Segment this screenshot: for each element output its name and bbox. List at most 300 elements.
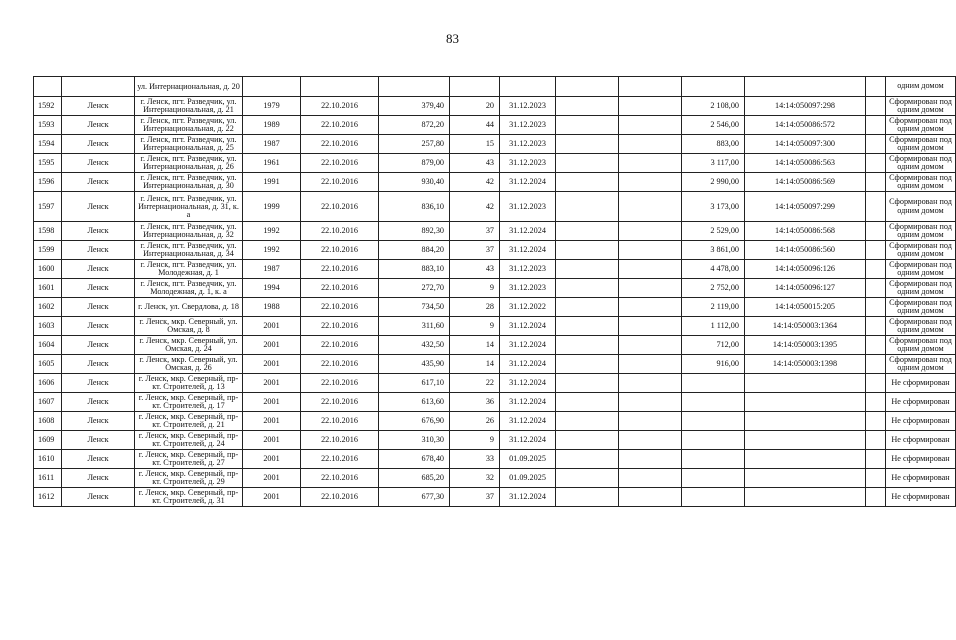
cadastral-number-cell: 14:14:050086:572 <box>745 116 866 135</box>
empty-cell <box>619 488 682 507</box>
row-number-cell: 1596 <box>34 173 62 192</box>
empty-cell <box>866 279 886 298</box>
status-cell: Сформирован под одним домом <box>886 222 956 241</box>
table-body <box>34 77 956 507</box>
area-cell: 613,60 <box>379 393 450 412</box>
empty-cell <box>866 431 886 450</box>
row-number-cell: 1606 <box>34 374 62 393</box>
city-cell: Ленск <box>62 488 135 507</box>
area-cell: 379,40 <box>379 97 450 116</box>
cadastral-number-cell: 14:14:050003:1398 <box>745 355 866 374</box>
row-number-cell: 1600 <box>34 260 62 279</box>
amount-cell: 3 861,00 <box>682 241 745 260</box>
amount-cell: 1 112,00 <box>682 317 745 336</box>
date-cell: 22.10.2016 <box>301 450 379 469</box>
status-cell: Сформирован под одним домом <box>886 336 956 355</box>
amount-cell: 916,00 <box>682 355 745 374</box>
empty-cell <box>866 192 886 222</box>
city-cell: Ленск <box>62 97 135 116</box>
empty-cell <box>619 374 682 393</box>
count-cell: 9 <box>450 279 500 298</box>
year-cell: 2001 <box>243 412 301 431</box>
row-number-cell: 1595 <box>34 154 62 173</box>
table-row <box>34 173 956 192</box>
address-cell: г. Ленск, пгт. Разведчик, ул. Интернациональная, д. 31, к. а <box>135 192 243 222</box>
table-row <box>34 135 956 154</box>
count-cell: 43 <box>450 154 500 173</box>
table-row <box>34 412 956 431</box>
count-cell: 33 <box>450 450 500 469</box>
empty-cell <box>556 431 619 450</box>
status-cell: Не сформирован <box>886 412 956 431</box>
area-cell: 892,30 <box>379 222 450 241</box>
table-row <box>34 298 956 317</box>
deadline-cell: 31.12.2022 <box>500 298 556 317</box>
area-cell: 257,80 <box>379 135 450 154</box>
row-number-cell: 1598 <box>34 222 62 241</box>
area-cell: 617,10 <box>379 374 450 393</box>
cadastral-number-cell: 14:14:050086:563 <box>745 154 866 173</box>
row-number-cell: 1592 <box>34 97 62 116</box>
deadline-cell: 31.12.2023 <box>500 192 556 222</box>
area-cell: 677,30 <box>379 488 450 507</box>
city-cell: Ленск <box>62 241 135 260</box>
area-cell: 676,90 <box>379 412 450 431</box>
table-row <box>34 355 956 374</box>
date-cell: 22.10.2016 <box>301 135 379 154</box>
area-cell: 734,50 <box>379 298 450 317</box>
address-cell: г. Ленск, пгт. Разведчик, ул. Интернациональная, д. 32 <box>135 222 243 241</box>
deadline-cell: 31.12.2023 <box>500 116 556 135</box>
row-number-cell: 1605 <box>34 355 62 374</box>
city-cell: Ленск <box>62 355 135 374</box>
cadastral-number-cell <box>745 393 866 412</box>
city-cell: Ленск <box>62 431 135 450</box>
city-cell: Ленск <box>62 374 135 393</box>
table-row <box>34 260 956 279</box>
page-number: 83 <box>446 31 459 46</box>
city-cell: Ленск <box>62 154 135 173</box>
amount-cell: 3 173,00 <box>682 192 745 222</box>
address-cell: г. Ленск, мкр. Северный, ул. Омская, д. 26 <box>135 355 243 374</box>
row-number-cell: 1608 <box>34 412 62 431</box>
table-row <box>34 154 956 173</box>
empty-cell <box>619 192 682 222</box>
empty-cell <box>866 393 886 412</box>
empty-cell <box>556 488 619 507</box>
date-cell: 22.10.2016 <box>301 431 379 450</box>
city-cell: Ленск <box>62 412 135 431</box>
address-cell: г. Ленск, мкр. Северный, пр-кт. Строителей, д. 29 <box>135 469 243 488</box>
date-cell: 22.10.2016 <box>301 488 379 507</box>
year-cell: 1992 <box>243 222 301 241</box>
empty-cell <box>619 469 682 488</box>
count-cell: 42 <box>450 192 500 222</box>
empty-cell <box>556 135 619 154</box>
amount-cell <box>682 450 745 469</box>
table-row <box>34 317 956 336</box>
count-cell: 44 <box>450 116 500 135</box>
year-cell: 1988 <box>243 298 301 317</box>
cadastral-number-cell <box>745 412 866 431</box>
empty-cell <box>866 222 886 241</box>
year-cell: 2001 <box>243 469 301 488</box>
count-cell: 14 <box>450 336 500 355</box>
empty-cell <box>866 336 886 355</box>
cadastral-number-cell: 14:14:050096:126 <box>745 260 866 279</box>
date-cell: 22.10.2016 <box>301 469 379 488</box>
city-cell: Ленск <box>62 173 135 192</box>
year-cell: 1994 <box>243 279 301 298</box>
address-cell: г. Ленск, пгт. Разведчик, ул. Интернациональная, д. 22 <box>135 116 243 135</box>
date-cell: 22.10.2016 <box>301 260 379 279</box>
year-cell: 1991 <box>243 173 301 192</box>
empty-cell <box>556 97 619 116</box>
empty-cell <box>619 450 682 469</box>
amount-cell: 712,00 <box>682 336 745 355</box>
amount-cell: 2 990,00 <box>682 173 745 192</box>
count-cell: 22 <box>450 374 500 393</box>
count-cell: 9 <box>450 317 500 336</box>
amount-cell <box>682 431 745 450</box>
cadastral-number-cell: 14:14:050097:300 <box>745 135 866 154</box>
deadline-cell: 31.12.2024 <box>500 355 556 374</box>
city-cell: Ленск <box>62 469 135 488</box>
empty-cell <box>619 412 682 431</box>
count-cell: 14 <box>450 355 500 374</box>
deadline-cell: 31.12.2024 <box>500 412 556 431</box>
cadastral-number-cell: 14:14:050086:568 <box>745 222 866 241</box>
empty-cell <box>556 173 619 192</box>
year-cell: 2001 <box>243 431 301 450</box>
count-cell: 37 <box>450 488 500 507</box>
empty-cell <box>556 116 619 135</box>
empty-cell <box>866 488 886 507</box>
amount-cell: 2 546,00 <box>682 116 745 135</box>
cadastral-number-cell: 14:14:050003:1395 <box>745 336 866 355</box>
table-row <box>34 374 956 393</box>
date-cell: 22.10.2016 <box>301 279 379 298</box>
status-cell: Сформирован под одним домом <box>886 97 956 116</box>
address-cell: г. Ленск, мкр. Северный, пр-кт. Строителей, д. 17 <box>135 393 243 412</box>
empty-cell <box>619 279 682 298</box>
deadline-cell: 01.09.2025 <box>500 450 556 469</box>
count-cell: 43 <box>450 260 500 279</box>
area-cell: 310,30 <box>379 431 450 450</box>
row-number-cell: 1603 <box>34 317 62 336</box>
year-cell: 1989 <box>243 116 301 135</box>
empty-cell <box>866 355 886 374</box>
empty-cell <box>619 393 682 412</box>
status-cell: Сформирован под одним домом <box>886 260 956 279</box>
table-row <box>34 97 956 116</box>
address-cell: г. Ленск, мкр. Северный, пр-кт. Строителей, д. 31 <box>135 488 243 507</box>
date-cell: 22.10.2016 <box>301 241 379 260</box>
area-cell: 879,00 <box>379 154 450 173</box>
area-cell: 678,40 <box>379 450 450 469</box>
date-cell: 22.10.2016 <box>301 355 379 374</box>
count-cell: 37 <box>450 222 500 241</box>
empty-cell <box>866 298 886 317</box>
area-cell: 685,20 <box>379 469 450 488</box>
empty-cell <box>556 374 619 393</box>
year-cell: 2001 <box>243 336 301 355</box>
amount-cell: 883,00 <box>682 135 745 154</box>
amount-cell: 4 478,00 <box>682 260 745 279</box>
address-cell: ул. Интернациональная, д. 20 <box>135 77 243 97</box>
area-cell: 930,40 <box>379 173 450 192</box>
deadline-cell: 31.12.2023 <box>500 97 556 116</box>
status-cell: Сформирован под одним домом <box>886 298 956 317</box>
year-cell: 2001 <box>243 374 301 393</box>
cadastral-number-cell: 14:14:050003:1364 <box>745 317 866 336</box>
amount-cell: 2 119,00 <box>682 298 745 317</box>
empty-cell <box>866 374 886 393</box>
deadline-cell: 31.12.2024 <box>500 336 556 355</box>
row-number-cell: 1611 <box>34 469 62 488</box>
empty-cell <box>556 260 619 279</box>
amount-cell: 2 529,00 <box>682 222 745 241</box>
cadastral-number-cell <box>745 488 866 507</box>
area-cell: 272,70 <box>379 279 450 298</box>
empty-cell <box>556 393 619 412</box>
empty-cell <box>556 355 619 374</box>
deadline-cell: 01.09.2025 <box>500 469 556 488</box>
amount-cell <box>682 412 745 431</box>
empty-cell <box>866 317 886 336</box>
empty-cell <box>866 412 886 431</box>
empty-cell <box>619 355 682 374</box>
row-number-cell: 1599 <box>34 241 62 260</box>
housing-registry-table <box>33 76 956 507</box>
city-cell: Ленск <box>62 317 135 336</box>
count-cell: 9 <box>450 431 500 450</box>
empty-cell <box>556 222 619 241</box>
address-cell: г. Ленск, мкр. Северный, ул. Омская, д. 24 <box>135 336 243 355</box>
deadline-cell: 31.12.2024 <box>500 241 556 260</box>
city-cell: Ленск <box>62 298 135 317</box>
cadastral-number-cell: 14:14:050086:569 <box>745 173 866 192</box>
amount-cell <box>682 488 745 507</box>
date-cell: 22.10.2016 <box>301 97 379 116</box>
table-row <box>34 488 956 507</box>
amount-cell <box>682 374 745 393</box>
year-cell: 1987 <box>243 135 301 154</box>
deadline-cell: 31.12.2023 <box>500 260 556 279</box>
address-cell: г. Ленск, ул. Свердлова, д. 18 <box>135 298 243 317</box>
status-cell: Сформирован под одним домом <box>886 241 956 260</box>
deadline-cell: 31.12.2024 <box>500 431 556 450</box>
date-cell: 22.10.2016 <box>301 317 379 336</box>
empty-cell <box>619 222 682 241</box>
empty-cell <box>556 279 619 298</box>
table-row <box>34 450 956 469</box>
date-cell: 22.10.2016 <box>301 154 379 173</box>
cadastral-number-cell <box>745 450 866 469</box>
address-cell: г. Ленск, пгт. Разведчик, ул. Интернациональная, д. 26 <box>135 154 243 173</box>
status-cell: Сформирован под одним домом <box>886 279 956 298</box>
city-cell: Ленск <box>62 116 135 135</box>
amount-cell: 3 117,00 <box>682 154 745 173</box>
address-cell: г. Ленск, пгт. Разведчик, ул. Интернациональная, д. 30 <box>135 173 243 192</box>
empty-cell <box>866 450 886 469</box>
status-cell: одним домом <box>886 77 956 97</box>
status-cell: Не сформирован <box>886 450 956 469</box>
empty-cell <box>619 260 682 279</box>
city-cell: Ленск <box>62 135 135 154</box>
cadastral-number-cell: 14:14:050097:298 <box>745 97 866 116</box>
empty-cell <box>866 241 886 260</box>
count-cell: 37 <box>450 241 500 260</box>
count-cell: 20 <box>450 97 500 116</box>
count-cell: 15 <box>450 135 500 154</box>
area-cell: 432,50 <box>379 336 450 355</box>
table-row <box>34 241 956 260</box>
area-cell: 836,10 <box>379 192 450 222</box>
area-cell: 872,20 <box>379 116 450 135</box>
cadastral-number-cell <box>745 469 866 488</box>
city-cell: Ленск <box>62 336 135 355</box>
row-number-cell: 1609 <box>34 431 62 450</box>
table-row <box>34 222 956 241</box>
year-cell: 2001 <box>243 488 301 507</box>
address-cell: г. Ленск, мкр. Северный, пр-кт. Строителей, д. 13 <box>135 374 243 393</box>
row-number-cell: 1607 <box>34 393 62 412</box>
city-cell: Ленск <box>62 192 135 222</box>
year-cell: 2001 <box>243 450 301 469</box>
deadline-cell: 31.12.2024 <box>500 173 556 192</box>
status-cell: Сформирован под одним домом <box>886 116 956 135</box>
empty-cell <box>556 450 619 469</box>
row-number-cell: 1594 <box>34 135 62 154</box>
cadastral-number-cell: 14:14:050015:205 <box>745 298 866 317</box>
empty-cell <box>556 469 619 488</box>
empty-cell <box>619 135 682 154</box>
empty-cell <box>556 412 619 431</box>
empty-cell <box>619 97 682 116</box>
area-cell: 883,10 <box>379 260 450 279</box>
date-cell: 22.10.2016 <box>301 298 379 317</box>
deadline-cell: 31.12.2023 <box>500 279 556 298</box>
status-cell: Сформирован под одним домом <box>886 355 956 374</box>
empty-cell <box>619 241 682 260</box>
address-cell: г. Ленск, мкр. Северный, пр-кт. Строителей, д. 24 <box>135 431 243 450</box>
status-cell: Не сформирован <box>886 469 956 488</box>
empty-cell <box>556 317 619 336</box>
empty-cell <box>866 116 886 135</box>
year-cell: 2001 <box>243 393 301 412</box>
empty-cell <box>556 241 619 260</box>
empty-cell <box>619 173 682 192</box>
row-number-cell: 1597 <box>34 192 62 222</box>
address-cell: г. Ленск, пгт. Разведчик, ул. Молодежная, д. 1 <box>135 260 243 279</box>
empty-cell <box>619 154 682 173</box>
empty-cell <box>866 173 886 192</box>
empty-cell <box>619 317 682 336</box>
count-cell: 28 <box>450 298 500 317</box>
status-cell: Сформирован под одним домом <box>886 135 956 154</box>
count-cell: 36 <box>450 393 500 412</box>
status-cell: Не сформирован <box>886 488 956 507</box>
empty-cell <box>619 116 682 135</box>
row-number-cell: 1604 <box>34 336 62 355</box>
amount-cell: 2 108,00 <box>682 97 745 116</box>
row-number-cell: 1593 <box>34 116 62 135</box>
city-cell: Ленск <box>62 393 135 412</box>
status-cell: Не сформирован <box>886 374 956 393</box>
deadline-cell: 31.12.2024 <box>500 317 556 336</box>
deadline-cell: 31.12.2023 <box>500 135 556 154</box>
address-cell: г. Ленск, пгт. Разведчик, ул. Интернациональная, д. 34 <box>135 241 243 260</box>
empty-cell <box>556 192 619 222</box>
city-cell: Ленск <box>62 450 135 469</box>
address-cell: г. Ленск, мкр. Северный, пр-кт. Строителей, д. 27 <box>135 450 243 469</box>
year-cell: 1961 <box>243 154 301 173</box>
cadastral-number-cell <box>745 431 866 450</box>
date-cell: 22.10.2016 <box>301 412 379 431</box>
empty-cell <box>556 336 619 355</box>
status-cell: Сформирован под одним домом <box>886 173 956 192</box>
status-cell: Не сформирован <box>886 393 956 412</box>
year-cell: 2001 <box>243 355 301 374</box>
city-cell: Ленск <box>62 222 135 241</box>
date-cell: 22.10.2016 <box>301 374 379 393</box>
date-cell: 22.10.2016 <box>301 222 379 241</box>
date-cell: 22.10.2016 <box>301 116 379 135</box>
year-cell: 1979 <box>243 97 301 116</box>
status-cell: Сформирован под одним домом <box>886 154 956 173</box>
year-cell: 2001 <box>243 317 301 336</box>
deadline-cell: 31.12.2024 <box>500 222 556 241</box>
row-number-cell: 1602 <box>34 298 62 317</box>
deadline-cell: 31.12.2024 <box>500 374 556 393</box>
empty-cell <box>619 336 682 355</box>
count-cell: 42 <box>450 173 500 192</box>
status-cell: Сформирован под одним домом <box>886 317 956 336</box>
date-cell: 22.10.2016 <box>301 192 379 222</box>
city-cell: Ленск <box>62 279 135 298</box>
cadastral-number-cell: 14:14:050096:127 <box>745 279 866 298</box>
count-cell: 26 <box>450 412 500 431</box>
amount-cell: 2 752,00 <box>682 279 745 298</box>
table-row <box>34 116 956 135</box>
table-row <box>34 431 956 450</box>
address-cell: г. Ленск, мкр. Северный, пр-кт. Строителей, д. 21 <box>135 412 243 431</box>
address-cell: г. Ленск, пгт. Разведчик, ул. Молодежная, д. 1, к. а <box>135 279 243 298</box>
year-cell: 1999 <box>243 192 301 222</box>
empty-cell <box>866 260 886 279</box>
row-number-cell: 1601 <box>34 279 62 298</box>
deadline-cell: 31.12.2024 <box>500 393 556 412</box>
address-cell: г. Ленск, пгт. Разведчик, ул. Интернациональная, д. 21 <box>135 97 243 116</box>
date-cell: 22.10.2016 <box>301 173 379 192</box>
table-row-continuation <box>34 77 956 97</box>
empty-cell <box>866 469 886 488</box>
date-cell: 22.10.2016 <box>301 393 379 412</box>
year-cell: 1992 <box>243 241 301 260</box>
city-cell: Ленск <box>62 260 135 279</box>
cadastral-number-cell <box>745 374 866 393</box>
amount-cell <box>682 469 745 488</box>
table-row <box>34 469 956 488</box>
empty-cell <box>619 431 682 450</box>
address-cell: г. Ленск, мкр. Северный, ул. Омская, д. 8 <box>135 317 243 336</box>
empty-cell <box>866 97 886 116</box>
address-cell: г. Ленск, пгт. Разведчик, ул. Интернациональная, д. 25 <box>135 135 243 154</box>
status-cell: Не сформирован <box>886 431 956 450</box>
empty-cell <box>866 135 886 154</box>
count-cell: 32 <box>450 469 500 488</box>
